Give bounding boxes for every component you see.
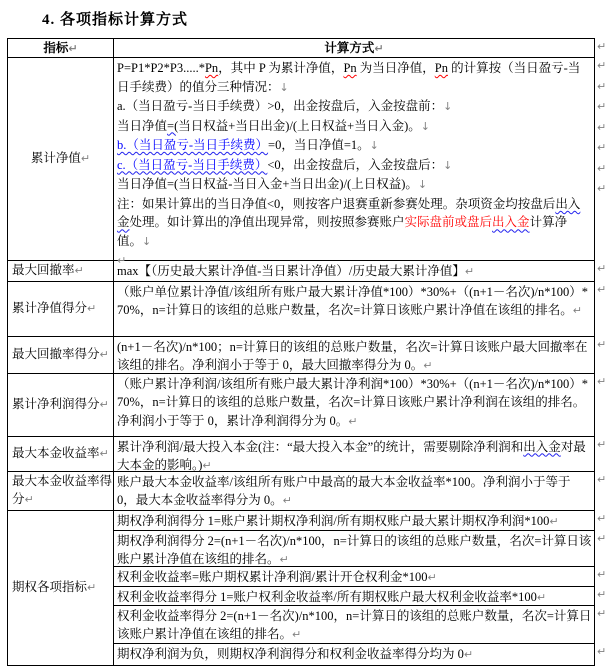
table-row — [8, 281, 595, 336]
method-cell-content — [114, 587, 594, 605]
line-break-mark: ↓ — [142, 234, 152, 248]
pilcrow-mark: ↵ — [292, 628, 302, 642]
indicator-cell — [8, 58, 114, 261]
pilcrow-mark: ↵ — [348, 414, 358, 428]
indicator-cell — [8, 471, 114, 510]
pilcrow-mark: ↵ — [99, 446, 109, 460]
paragraph — [117, 97, 592, 117]
line-break-mark: ↓ — [420, 119, 431, 133]
pilcrow-mark: ↵ — [74, 264, 84, 277]
indicator-label: 期权各项指标 — [12, 579, 88, 594]
method-cell-content — [114, 374, 594, 436]
pilcrow-mark: ↵ — [464, 265, 475, 278]
text-run: 计算净值。 — [117, 215, 568, 248]
header-label: 指标 — [43, 40, 69, 55]
text-run: c.（当日盈亏-当日手续费） — [117, 157, 268, 172]
indicator-cell — [8, 261, 114, 282]
text-run: 处理。如计算出的净值出现异常，则按照参赛账户 — [129, 215, 405, 230]
method-cell — [114, 586, 595, 605]
method-cell-content — [114, 58, 594, 268]
text-run: a.（当日盈亏-当日手续费）>0，出金按盘后，入金按盘前： — [117, 99, 444, 114]
method-cell-content — [114, 531, 594, 566]
indicator-table-body — [8, 39, 595, 666]
method-cell — [114, 510, 595, 530]
line-break-mark: ↓ — [279, 80, 289, 94]
method-cell-content — [114, 511, 594, 530]
paragraph — [117, 588, 592, 608]
row-end-mark: ↵ — [597, 438, 607, 451]
pilcrow-mark: ↵ — [68, 41, 78, 55]
text-run: 出入金 — [492, 215, 530, 230]
text-run: 当日净值=(当日权益-当日入金+当日出金)/(上日权益)。 — [117, 177, 418, 192]
method-cell — [114, 643, 595, 665]
row-end-mark: ↵ — [597, 40, 607, 53]
method-cell — [114, 566, 595, 586]
pilcrow-mark: ↵ — [572, 304, 582, 318]
indicator-label: 最大本金收益率 — [12, 445, 100, 460]
paragraph — [117, 438, 592, 476]
paragraph — [117, 473, 592, 511]
text-run: (n+1－名次)/n*100；n=计算日的该组的总账户数量，名次=计算日该账户最大回撤率在该组的排名。净利润小于等于 0，最大回撤率得分为 0。 — [117, 339, 588, 373]
pilcrow-mark: ↵ — [282, 494, 292, 508]
indicator-table — [7, 38, 595, 666]
row-end-mark: ↵ — [597, 645, 607, 658]
text-run: 出入金 — [523, 439, 561, 454]
text-run: Pn — [204, 61, 219, 75]
paragraph — [117, 195, 592, 252]
indicator-label: 最大本金收益率得分 — [12, 473, 113, 506]
text-run: 对最大本金的影响。) — [117, 439, 586, 473]
pilcrow-mark: ↵ — [202, 459, 212, 473]
row-end-mark: ↵ — [597, 79, 607, 93]
table-row — [8, 510, 595, 530]
row-end-mark: ↵ — [597, 338, 607, 351]
line-break-mark: ↓ — [443, 158, 453, 172]
text-run: Pn — [343, 61, 357, 75]
method-cell-content — [114, 567, 594, 586]
text-run: 为当日净值， — [356, 61, 435, 75]
row-end-mark: ↵ — [597, 375, 607, 388]
table-row — [8, 373, 595, 436]
text-run: 当日权益+当日出金)/(上日权益+当日入金)。 — [178, 118, 421, 133]
method-cell-content — [114, 337, 594, 373]
method-cell — [114, 281, 595, 336]
header-label: 计算方式 — [324, 40, 375, 55]
table-row — [8, 336, 595, 373]
pilcrow-mark: ↵ — [279, 553, 289, 567]
method-cell — [114, 605, 595, 643]
text-run: P=P1*P2*P3.....* — [117, 61, 205, 75]
paragraph — [117, 568, 592, 588]
paragraph — [117, 262, 592, 282]
row-end-mark: ↵ — [597, 473, 607, 486]
text-run: （账户累计净利润/该组所有账户最大累计净利润*100）*30%+（(n+1－名次)/n*100）*70%，n=计算日的该组的总账户数量，名次=计算日该账户累计净利润在该组的排名。净利润小于等于 0，累计净利润得分为 0。 — [117, 376, 589, 428]
row-end-mark: ↵ — [597, 120, 607, 134]
text-run: Pn — [434, 61, 448, 75]
row-end-mark: ↵ — [597, 141, 607, 154]
method-cell — [114, 336, 595, 373]
pilcrow-mark: ↵ — [549, 514, 559, 528]
line-break-mark: ↓ — [417, 178, 428, 192]
text-run: b.（当日盈亏-当日手续费） — [117, 138, 269, 153]
page-title-text: 4. 各项指标计算方式 — [42, 12, 189, 28]
header-cell-indicator — [8, 39, 114, 58]
text-run: 账户最大本金收益率/该组所有账户中最高的最大本金收益率*100。净利润小于等于 0，最大本金收益率得分为 0。 — [117, 474, 571, 508]
row-end-mark: ↵ — [597, 100, 607, 113]
table-row — [8, 471, 595, 510]
row-end-mark: ↵ — [597, 283, 607, 296]
text-run: 权利金收益率=账户期权累计净利润/累计开仓权利金*100 — [117, 569, 428, 584]
table-header-row — [8, 39, 595, 58]
row-end-mark: ↵ — [597, 607, 607, 620]
indicator-cell — [8, 281, 114, 336]
text-run: 权利金收益率得分 2=(n+1－名次)/n*100，n=计算日的该组的总账户数量，名次=计算日该账户累计净值在该组的排名。 — [117, 608, 592, 642]
text-run: 出入金 — [117, 196, 581, 230]
method-cell-content — [114, 282, 594, 336]
table-row — [8, 436, 595, 471]
indicator-label: 最大回撤率得分 — [12, 346, 100, 361]
text-run: ，其中 P 为累计净值， — [218, 61, 344, 75]
paragraph — [117, 338, 592, 376]
row-end-mark: ↵ — [597, 568, 607, 581]
method-cell — [114, 261, 595, 282]
method-cell — [114, 58, 595, 268]
paragraph — [117, 607, 592, 645]
method-cell — [114, 530, 595, 566]
text-run: <0，出金按盘后，入金按盘后： — [267, 157, 444, 172]
pilcrow-mark: ↵ — [427, 570, 437, 584]
text-run: =( — [167, 118, 179, 133]
row-end-mark: ↵ — [597, 262, 607, 275]
row-end-mark: ↵ — [597, 512, 607, 525]
text-run: 累计净利润/最大投入本金(注：“最大投入本金”的统计，需要剔除净利润和 — [117, 439, 524, 454]
paragraph — [117, 117, 592, 137]
method-cell — [114, 373, 595, 436]
method-cell-content — [114, 437, 594, 471]
text-run: max【（历史最大累计净值-当日累计净值）/历史最大累计净值】 — [117, 264, 465, 278]
indicator-label: 最大回撤率 — [12, 263, 75, 277]
pilcrow-mark: ↵ — [536, 590, 547, 604]
pilcrow-mark: ↵ — [374, 41, 384, 55]
text-run: 的计算按（当日盈亏-当日手续费）的值分三种情况： — [117, 61, 581, 94]
paragraph — [117, 512, 592, 532]
method-cell — [114, 471, 595, 510]
row-end-mark: ↵ — [597, 532, 607, 545]
method-cell-content — [114, 644, 594, 665]
pilcrow-mark: ↵ — [423, 359, 433, 373]
paragraph — [117, 59, 592, 97]
text-run: 期权净利润得分 1=账户累计期权净利润/所有期权账户最大累计期权净利润*100 — [117, 513, 550, 528]
text-run: 期权净利润为负，则期权净利润得分和权利金收益率得分均为 0 — [117, 646, 464, 661]
indicator-label: 累计净值得分 — [12, 300, 88, 315]
text-run: 注：如果计算出的当日净值<0，则按客户退赛重新参赛处理。杂项资金均按盘后 — [117, 196, 556, 211]
method-cell-content — [114, 261, 594, 280]
indicator-cell — [8, 336, 114, 373]
pilcrow-mark: ↵ — [80, 152, 91, 166]
pilcrow-mark: ↵ — [117, 254, 127, 268]
table-row — [8, 261, 595, 282]
paragraph — [117, 532, 592, 570]
text-run: 实际盘前或盘后 — [404, 215, 493, 230]
line-break-mark: ↓ — [443, 100, 453, 114]
indicator-label: 累计净利润得分 — [12, 396, 100, 411]
row-end-mark: ↵ — [597, 161, 607, 175]
page-title — [42, 8, 188, 29]
indicator-cell — [8, 373, 114, 436]
paragraph — [117, 283, 592, 321]
header-cell-method — [114, 39, 595, 58]
pilcrow-mark: ↵ — [99, 397, 109, 411]
paragraph — [117, 645, 592, 665]
paragraph — [117, 375, 592, 432]
indicator-cell — [8, 510, 114, 665]
text-run: 权利金收益率得分 1=账户权利金收益率/所有期权账户最大权利金收益率*100 — [117, 589, 537, 604]
method-cell — [114, 436, 595, 471]
paragraph — [117, 175, 592, 195]
indicator-cell — [8, 436, 114, 471]
paragraph — [117, 156, 592, 176]
row-end-mark: ↵ — [597, 588, 607, 601]
text-run: =0，当日净值=1。 — [268, 138, 370, 153]
pilcrow-mark: ↵ — [24, 493, 34, 506]
pilcrow-mark: ↵ — [87, 580, 97, 594]
table-row — [8, 58, 595, 261]
text-run: 当日净值 — [117, 118, 168, 133]
pilcrow-mark: ↵ — [87, 301, 97, 315]
method-cell-content — [114, 472, 594, 508]
paragraph — [117, 136, 592, 156]
pilcrow-mark: ↵ — [99, 347, 109, 361]
method-cell-content — [114, 606, 594, 643]
row-end-mark: ↵ — [597, 59, 607, 72]
text-run: 期权净利润得分 2=(n+1－名次)/n*100，n=计算日的该组的总账户数量，名次=计算日该账户累计净值在该组的排名。 — [117, 533, 592, 567]
row-end-mark: ↵ — [597, 182, 607, 195]
line-break-mark: ↓ — [369, 139, 379, 153]
indicator-label: 累计净值 — [30, 151, 81, 166]
pilcrow-mark: ↵ — [463, 647, 474, 661]
text-run: （账户单位累计净值/该组所有账户最大累计净值*100）*30%+（(n+1－名次)/n*100）*70%，n=计算日的该组的总账户数量，名次=计算日该账户累计净值在该组的排名。 — [117, 284, 589, 318]
